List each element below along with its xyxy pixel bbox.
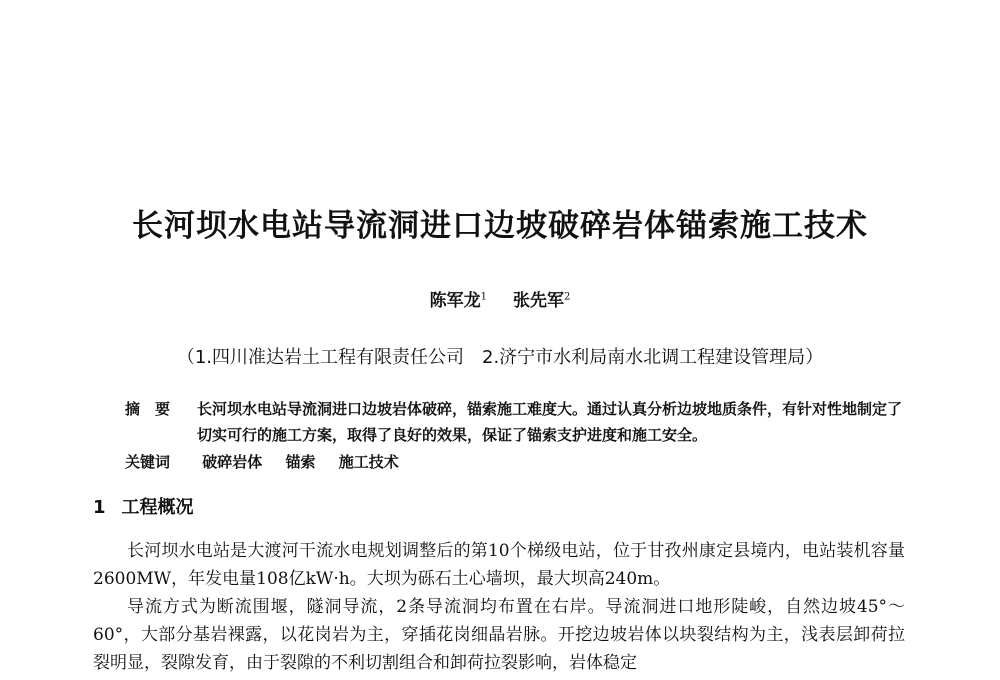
abstract-label: 摘 要 xyxy=(125,400,171,418)
affiliation-2: 2.济宁市水利局南水北调工程建设管理局 xyxy=(482,347,806,368)
author-name: 陈军龙 xyxy=(429,291,481,311)
keywords-label: 关键词 xyxy=(125,453,171,471)
author xyxy=(430,291,487,311)
affiliation-close-paren: ） xyxy=(805,347,824,368)
body-text xyxy=(93,537,905,677)
section-number: 1 xyxy=(93,497,106,518)
author-affiliation-mark: 1 xyxy=(480,291,488,303)
affiliation-1: 1.四川准达岩土工程有限责任公司 xyxy=(194,347,464,368)
section-heading xyxy=(93,493,194,519)
keyword: 锚索 xyxy=(285,453,316,471)
paragraph: 长河坝水电站是大渡河干流水电规划调整后的第10个梯级电站，位于甘孜州康定县境内，电站装机容量2600MW，年发电量108亿kW·h。大坝为砾石土心墙坝，最大坝高240m。 xyxy=(93,541,905,589)
affiliation-line xyxy=(0,343,1000,369)
keyword: 破碎岩体 xyxy=(202,453,263,471)
section-title: 工程概况 xyxy=(121,497,194,518)
keyword: 施工技术 xyxy=(338,453,399,471)
abstract-text: 长河坝水电站导流洞进口边坡岩体破碎，锚索施工难度大。通过认真分析边坡地质条件，有针对性地制定了切实可行的施工方案，取得了良好的效果，保证了锚索支护进度和施工安全。 xyxy=(197,400,903,444)
paragraph: 导流方式为断流围堰，隧洞导流，2条导流洞均布置在右岸。导流洞进口地形陡峻，自然边坡45°～60°，大部分基岩裸露，以花岗岩为主，穿插花岗细晶岩脉。开挖边坡岩体以块裂结构为主，浅表层卸荷拉裂明显，裂隙发育，由于裂隙的不利切割组合和卸荷拉裂影响，岩体稳定 xyxy=(93,597,905,673)
author-affiliation-mark: 2 xyxy=(563,291,571,303)
keywords-block xyxy=(125,451,915,472)
author xyxy=(513,291,570,311)
author-list xyxy=(0,286,1000,311)
author-name: 张先军 xyxy=(512,291,564,311)
abstract-block xyxy=(125,396,915,448)
paper-title: 长河坝水电站导流洞进口边坡破碎岩体锚索施工技术 xyxy=(132,208,868,244)
affiliation-open-paren: （ xyxy=(176,347,195,368)
